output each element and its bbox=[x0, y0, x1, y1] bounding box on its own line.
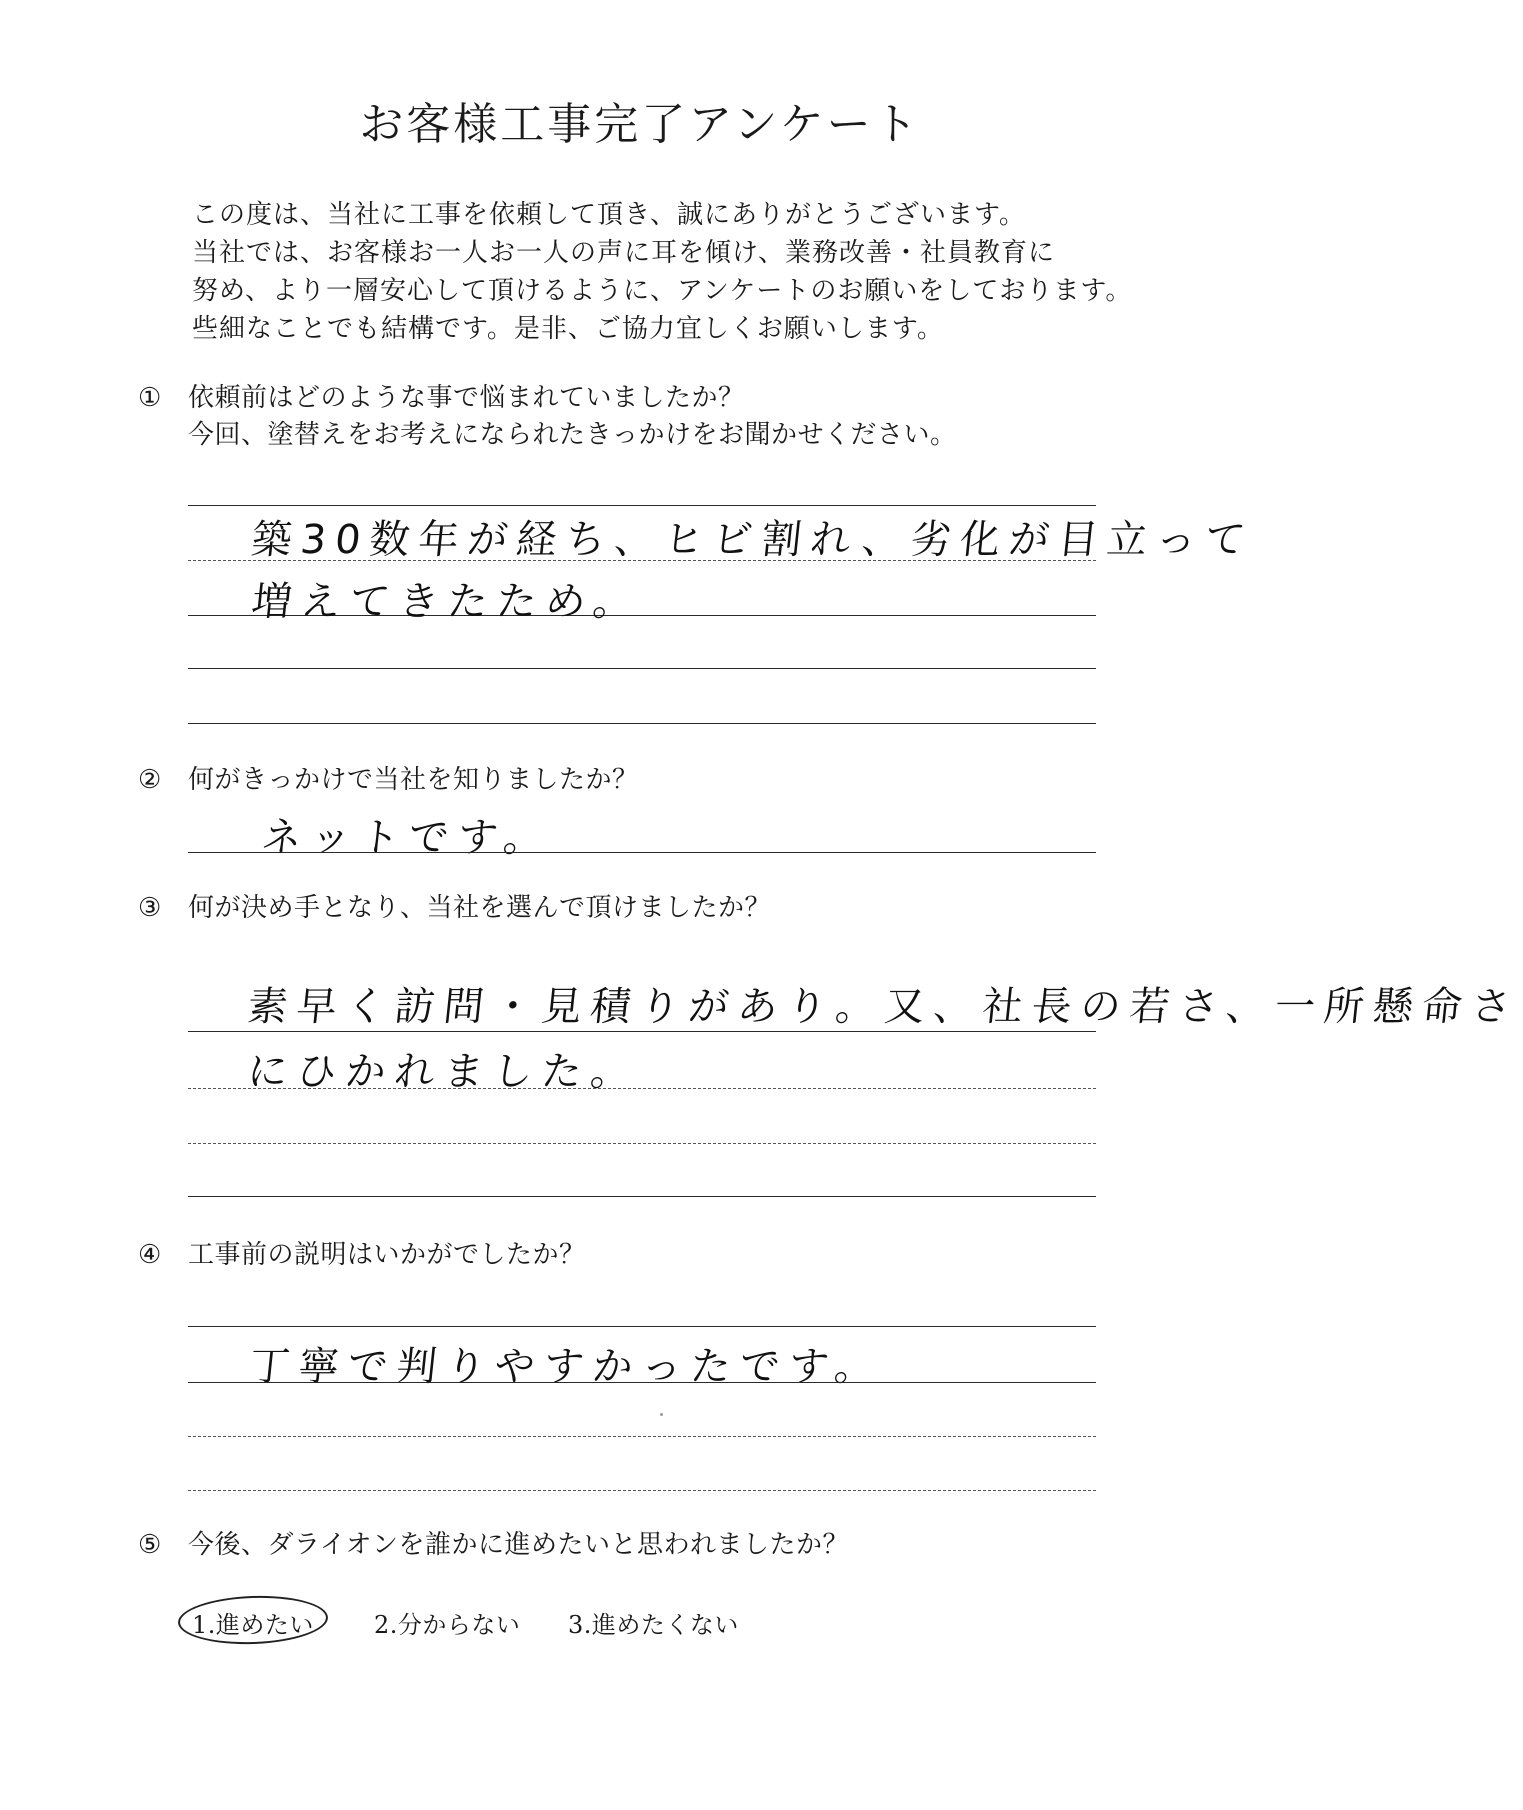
intro-line: 当社では、お客様お一人お一人の声に耳を傾け、業務改善・社員教育に bbox=[192, 238, 1055, 268]
intro-line: この度は、当社に工事を依頼して頂き、誠にありがとうございます。 bbox=[192, 200, 1026, 230]
answer-line bbox=[188, 1031, 1096, 1032]
question-5 bbox=[138, 1527, 849, 1564]
handwritten-answer[interactable]: 素早く訪問・見積りがあり。又、社長の若さ、一所懸命さ bbox=[245, 984, 1523, 1030]
intro-line: 些細なことでも結構です。是非、ご協力宜しくお願いします。 bbox=[192, 314, 944, 344]
answer-line bbox=[188, 723, 1096, 724]
intro-text bbox=[192, 196, 1132, 348]
handwritten-answer[interactable]: 増えてきたため。 bbox=[249, 579, 645, 625]
answer-line bbox=[188, 1436, 1096, 1437]
handwritten-answer[interactable]: ネットです。 bbox=[259, 815, 555, 861]
option-1[interactable]: 1.進めたい bbox=[192, 1611, 314, 1639]
answer-line bbox=[188, 1382, 1096, 1383]
answer-line bbox=[188, 1088, 1096, 1089]
question-text: 工事前の説明はいかがでしたか？ bbox=[188, 1240, 586, 1270]
question-number: ⑤ bbox=[138, 1530, 162, 1560]
option-3[interactable]: 3.進めたくない bbox=[568, 1611, 739, 1639]
answer-line bbox=[188, 505, 1096, 506]
question-2 bbox=[138, 762, 639, 799]
question-text: 何がきっかけで当社を知りましたか？ bbox=[188, 765, 639, 795]
question-number: ③ bbox=[138, 893, 162, 923]
question-3 bbox=[138, 890, 771, 927]
handwritten-answer[interactable]: 丁寧で判りやすかったです。 bbox=[247, 1344, 886, 1390]
answer-line bbox=[188, 1196, 1096, 1197]
answer-line bbox=[188, 852, 1096, 853]
scan-speck bbox=[660, 1413, 663, 1416]
question-number: ④ bbox=[138, 1240, 162, 1270]
question-text: 今後、ダライオンを誰かに進めたいと思われましたか？ bbox=[188, 1530, 849, 1560]
question-4 bbox=[138, 1237, 586, 1274]
question-number: ② bbox=[138, 765, 162, 795]
intro-line: 努め、より一層安心して頂けるように、アンケートのお願いをしております。 bbox=[192, 276, 1133, 306]
page-title: お客様工事完了アンケート bbox=[359, 99, 921, 150]
question-1 bbox=[138, 380, 957, 454]
answer-line bbox=[188, 668, 1096, 669]
answer-line bbox=[188, 1326, 1096, 1327]
option-2[interactable]: 2.分からない bbox=[374, 1611, 521, 1639]
handwritten-answer[interactable]: 築30数年が経ち、ヒビ割れ、劣化が目立って bbox=[249, 517, 1257, 563]
question-text: 依頼前はどのような事で悩まれていましたか？ bbox=[188, 383, 745, 413]
handwritten-answer[interactable]: にひかれました。 bbox=[245, 1049, 643, 1095]
question-subtext: 今回、塗替えをお考えになられたきっかけをお聞かせください。 bbox=[188, 420, 957, 450]
answer-line bbox=[188, 1143, 1096, 1144]
answer-line bbox=[188, 1490, 1096, 1491]
question-text: 何が決め手となり、当社を選んで頂けましたか？ bbox=[188, 893, 772, 923]
question-number: ① bbox=[138, 383, 162, 413]
